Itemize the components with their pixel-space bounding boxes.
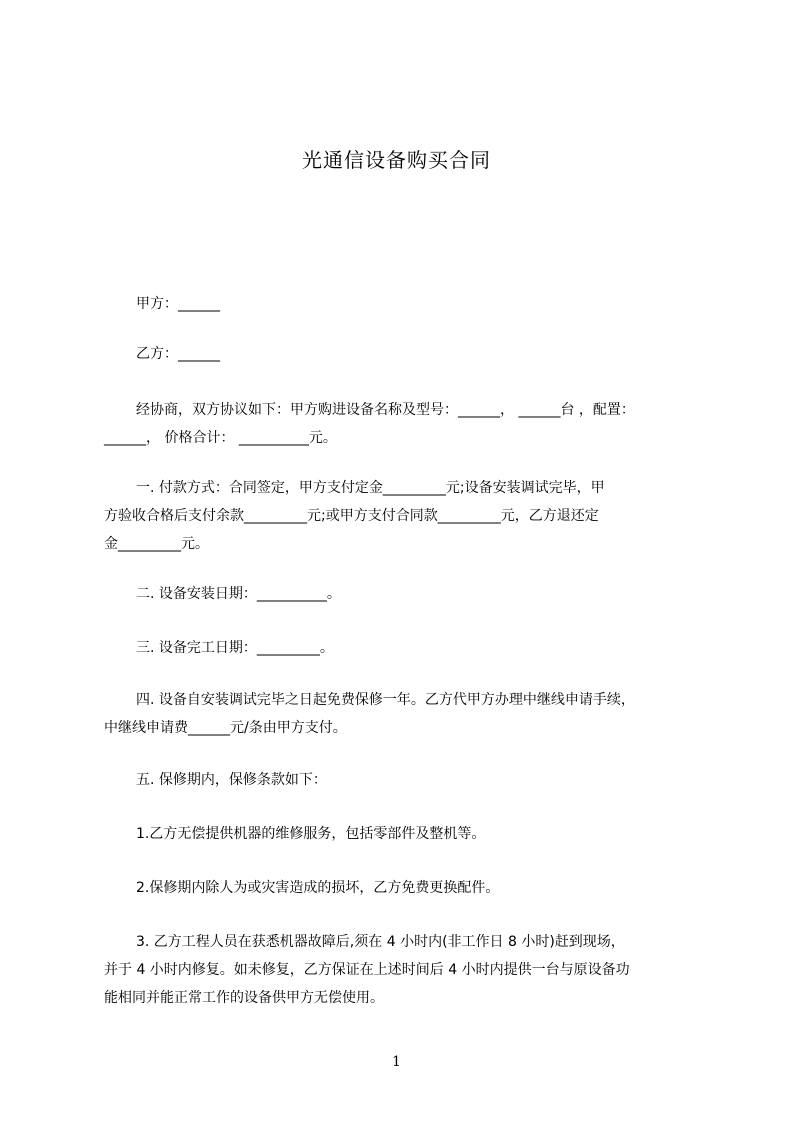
clause-5-line: 五. 保修期内，保修条款如下： <box>136 772 327 788</box>
intro-line-2: ______， 价格合计： __________元。 <box>104 430 337 446</box>
clause-4-paragraph <box>104 686 704 742</box>
intro-paragraph <box>104 396 704 452</box>
clause-1-paragraph <box>104 474 704 558</box>
clause-4-line-1: 四. 设备自安装调试完毕之日起免费保修一年。乙方代甲方办理中继线申请手续， <box>136 692 635 708</box>
party-b-line: 乙方：______ <box>136 346 220 362</box>
document-title: 光通信设备购买合同 <box>302 148 491 172</box>
warranty-item-2: 2.保修期内除人为或灾害造成的损坏，乙方免费更换配件。 <box>136 880 500 896</box>
intro-line-1: 经协商，双方协议如下：甲方购进设备名称及型号：______， ______台 ，配置： <box>136 402 635 418</box>
clause-1-line-2: 方验收合格后支付余款_________元;或甲方支付合同款_________元，乙方退还定 <box>104 508 599 524</box>
clause-4-line-2: 中继线申请费______元/条由甲方支付。 <box>104 720 347 736</box>
clause-1-line-3: 金_________元。 <box>104 536 209 552</box>
clause-1-line-1: 一. 付款方式：合同签定，甲方支付定金_________元;设备安装调试完毕，甲 <box>136 480 605 496</box>
warranty-item-3-line-1: 3. 乙方工程人员在获悉机器故障后,须在 4 小时内(非工作日 8 小时)赶到现场， <box>136 934 625 950</box>
warranty-item-3 <box>104 928 704 1012</box>
page-number: 1 <box>392 1054 401 1070</box>
clause-2-line: 二. 设备安装日期：__________。 <box>136 586 341 602</box>
clause-3-line: 三. 设备完工日期：_________。 <box>136 640 334 656</box>
warranty-item-3-line-3: 能相同并能正常工作的设备供甲方无偿使用。 <box>104 990 384 1006</box>
party-a-line: 甲方：______ <box>136 296 220 312</box>
warranty-item-1: 1.乙方无偿提供机器的维修服务，包括零部件及整机等。 <box>136 826 486 842</box>
warranty-item-3-line-2: 并于 4 小时内修复。如未修复，乙方保证在上述时间后 4 小时内提供一台与原设备功 <box>104 962 630 978</box>
